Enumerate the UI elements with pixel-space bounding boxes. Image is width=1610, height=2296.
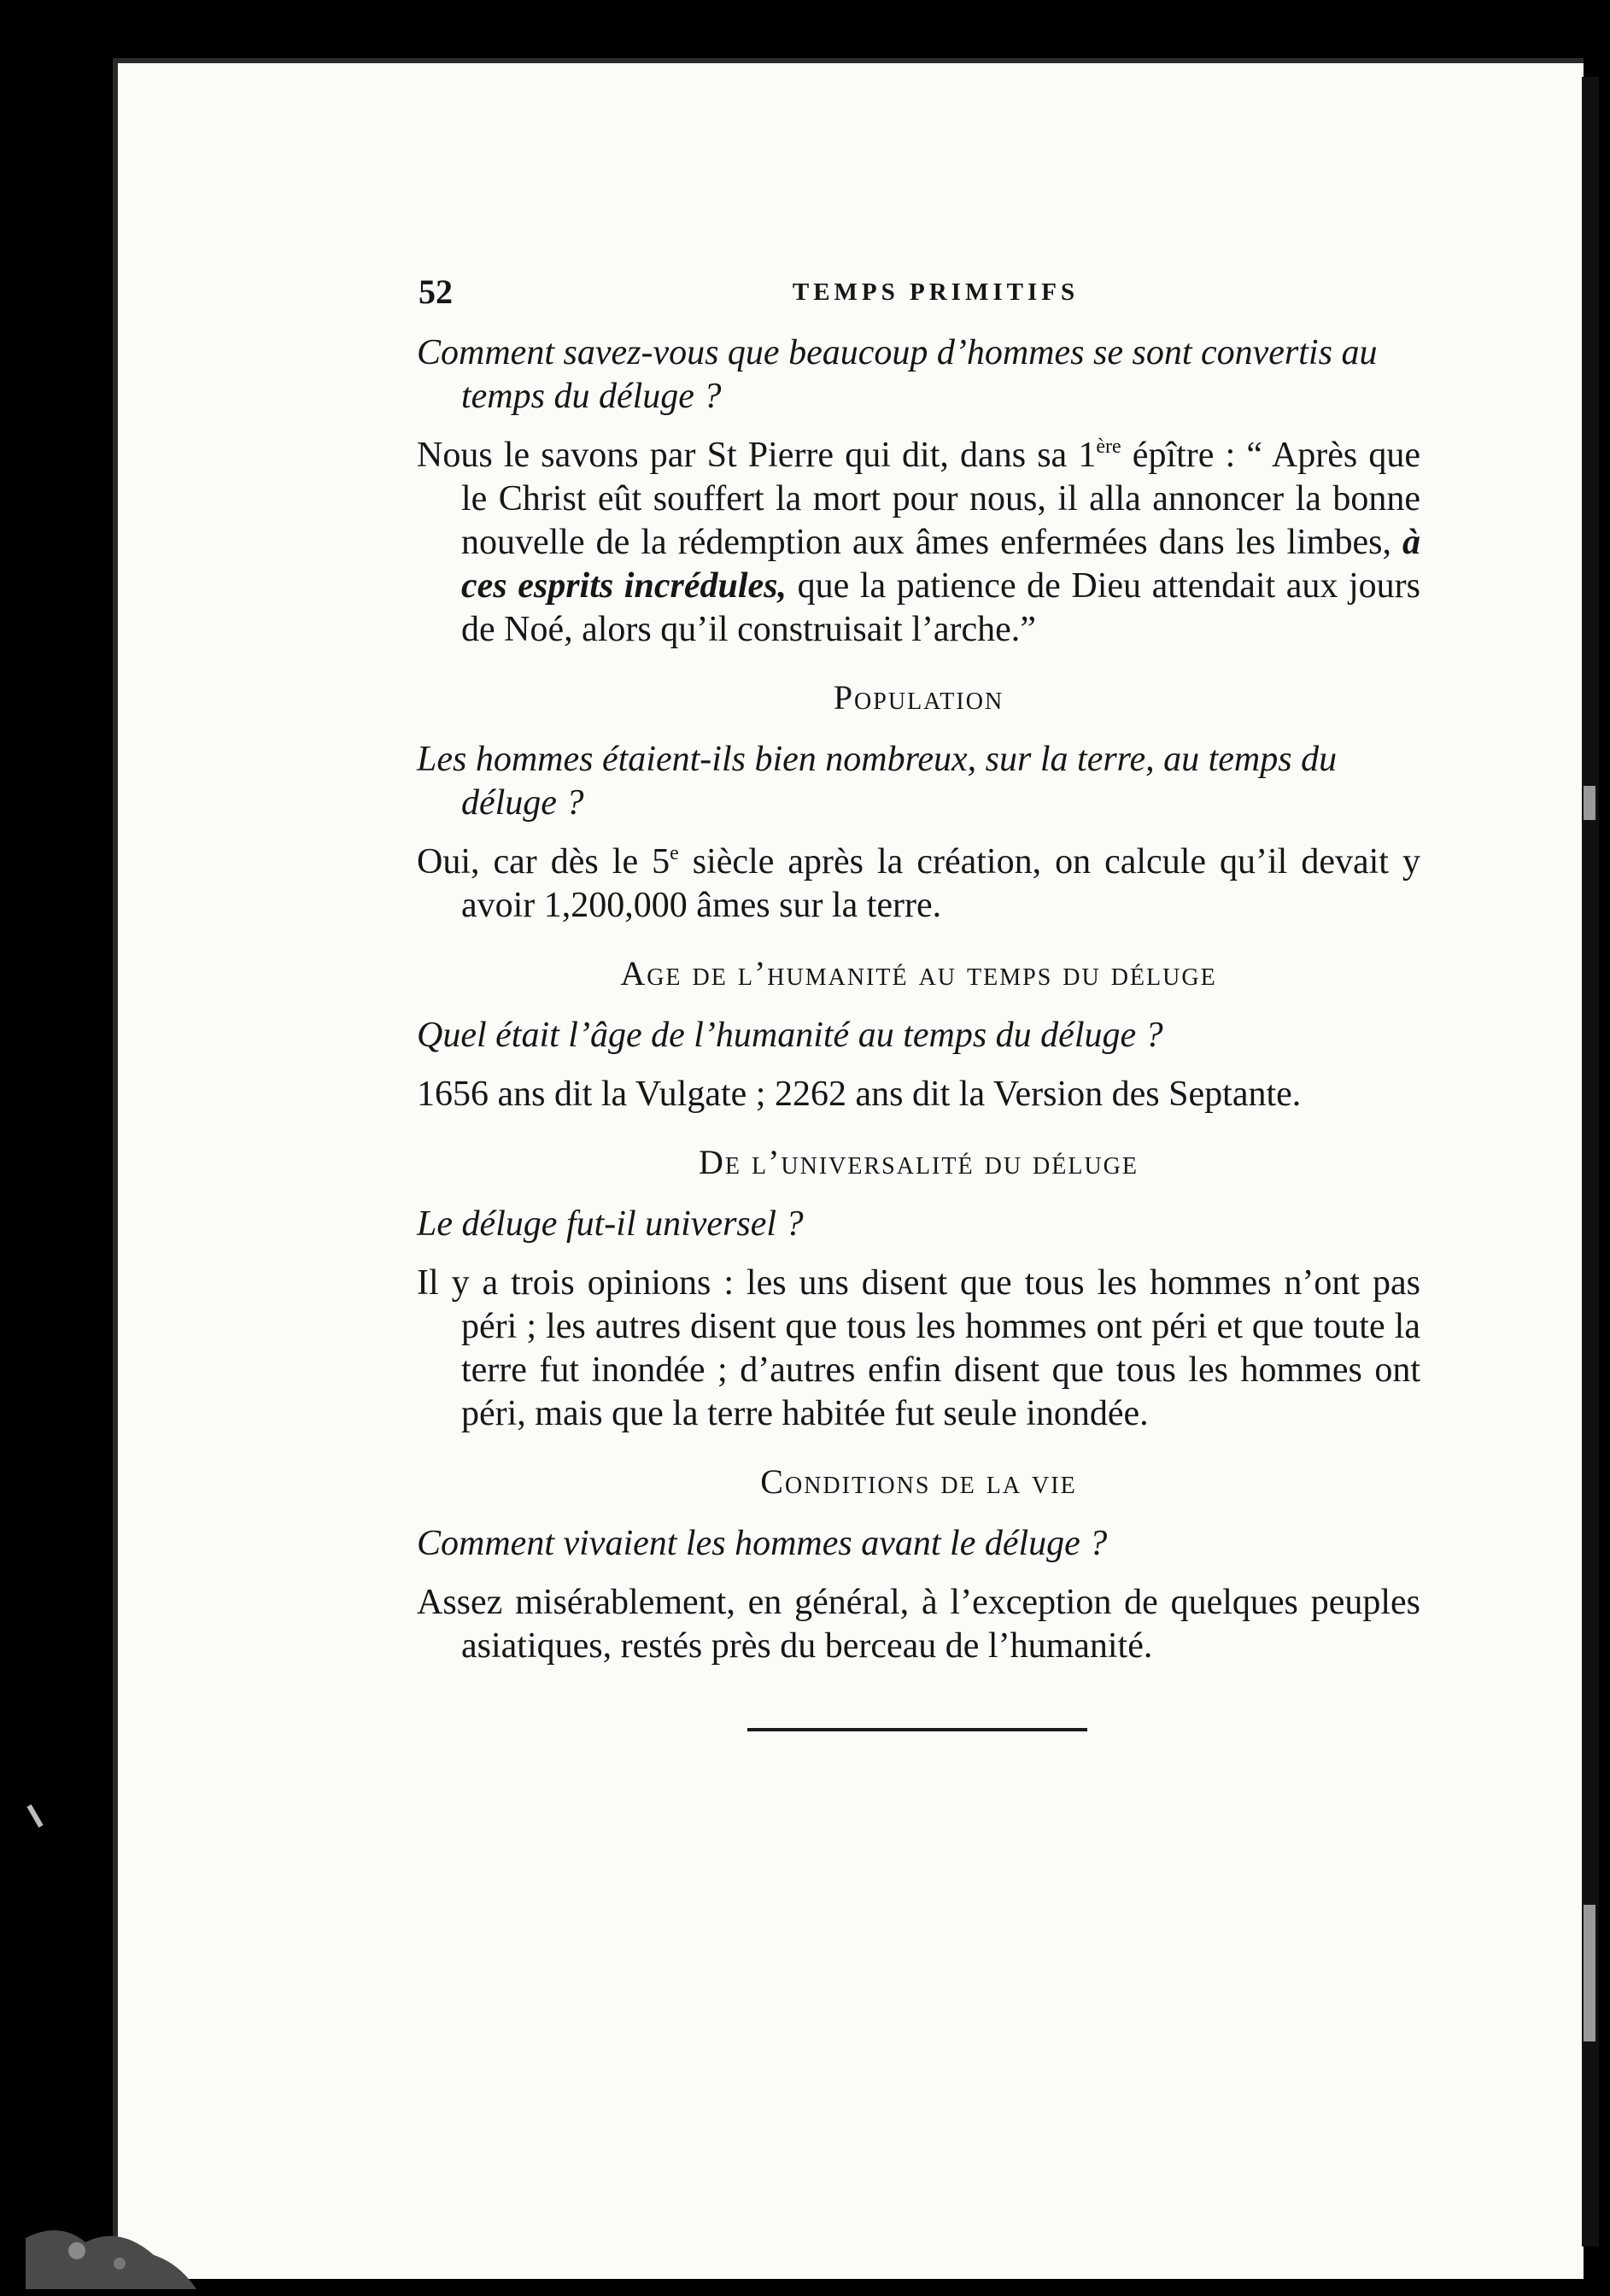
question-3: Quel était l’âge de l’humanité au temps du déluge ? [417, 1016, 1163, 1055]
question-5: Comment vivaient les hommes avant le déluge ? [417, 1524, 1108, 1563]
answer-1-emphasis: à ces esprits incrédules, [461, 523, 1420, 606]
answer-4: Il y a trois opinions : les uns disent que tous les hommes n’ont pas péri ; les autres disent que tous les hommes ont péri et que toute la terre fut inondée ; d’autres enfin disent que tous les hommes ont péri, mais que la terre habitée fut seule inondée. [417, 1263, 1420, 1433]
page-edge [1582, 77, 1599, 2246]
edge-speck [1584, 1905, 1595, 2041]
answer-2 [417, 840, 1420, 928]
edge-speck [1584, 786, 1595, 820]
answer-3: 1656 ans dit la Vulgate ; 2262 ans dit la Version des Septante. [417, 1075, 1302, 1114]
question-2: Les hommes étaient-ils bien nombreux, sur la terre, au temps du déluge ? [417, 740, 1338, 823]
question-4: Le déluge fut-il universel ? [417, 1204, 804, 1244]
question-1: Comment savez-vous que beaucoup d’hommes se sont convertis au temps du déluge ? [417, 333, 1378, 416]
answer-1-text: que la patience de Dieu attendait aux jours de Noé, alors qu’il construisait l’arche.” [461, 566, 1421, 649]
answer-2-text: siècle après la création, on calcule qu’il devait y avoir 1,200,000 âmes sur la terre. [461, 842, 1420, 925]
answer-1-text: Nous le savons par St Pierre qui dit, dans sa 1 [417, 436, 1097, 475]
answer-1-text: épître : “ Après que le Christ eût souffert la mort pour nous, il alla annoncer la bonne nouvelle de la rédemption aux âmes enfermées dans les limbes, [461, 436, 1420, 562]
answer-2-superscript: e [670, 842, 679, 864]
section-heading-population: Population [833, 678, 1004, 717]
section-heading-universalite: De l’universalité du déluge [698, 1143, 1139, 1181]
section-heading-conditions: Conditions de la vie [760, 1462, 1077, 1501]
answer-1-superscript: ère [1096, 436, 1121, 458]
answer-1 [417, 434, 1420, 652]
running-head [417, 272, 1420, 323]
answer-2-text: Oui, car dès le 5 [417, 842, 670, 882]
section-heading-age: Age de l’humanité au temps du déluge [620, 954, 1217, 993]
page-number: 52 [419, 272, 453, 311]
corner-debris [26, 2204, 196, 2289]
running-title: TEMPS PRIMITIFS [792, 278, 1080, 306]
page-content [417, 272, 1420, 1731]
answer-5: Assez misérablement, en général, à l’exception de quelques peuples asiatiques, restés près du berceau de l’humanité. [417, 1583, 1420, 1666]
end-rule [747, 1728, 1087, 1731]
